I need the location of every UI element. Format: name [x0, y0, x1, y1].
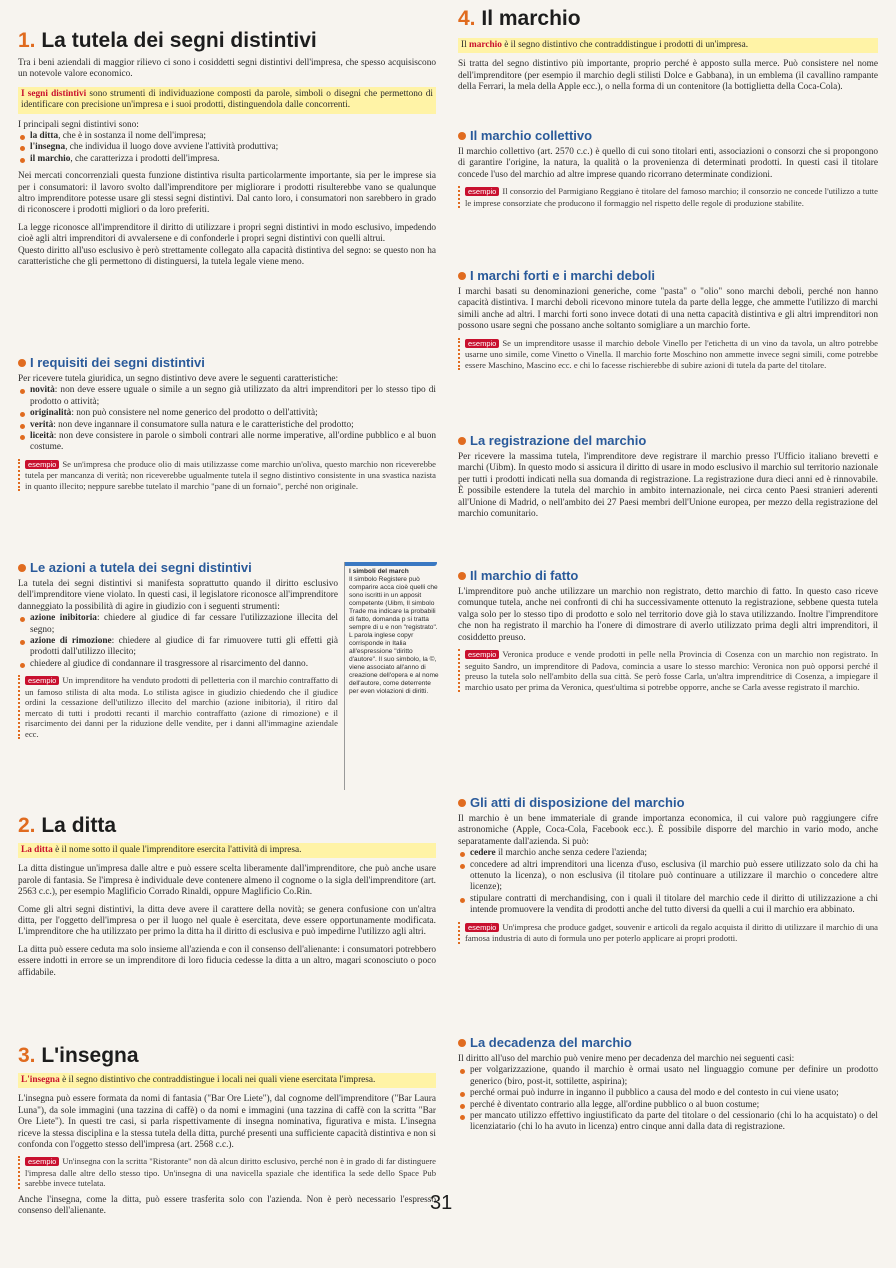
list-item: l'insegna, che individua il luogo dove avviene l'attività produttiva; [18, 142, 436, 153]
subsection-title: La decadenza del marchio [458, 1035, 878, 1050]
list-item: perché ormai può indurre in inganno il pubblico a causa del modo e del contesto in cui viene usato; [458, 1088, 878, 1099]
example-badge: esempio [25, 676, 59, 685]
definition-box: Il marchio è il segno distintivo che contraddistingue i prodotti di un'impresa. [458, 38, 878, 53]
bullet-dot-icon [458, 132, 466, 140]
section-atti [458, 795, 878, 944]
section-collettivo [458, 128, 878, 208]
bullet-dot-icon [458, 437, 466, 445]
paragraph: I marchi basati su denominazioni generiche, come "pasta" o "olio" sono marchi deboli, perché non hanno capacità distintiva. I marchi deboli ricevono minore tutela da parte della legge, che ammette l'utilizzo di marchi simili anche ad altri. I marchi forti sono invece dotati di una netta capacità distintiva e gli altri imprenditori non possono usare segni che possano anche soltanto somigliare a un marchio forte. [458, 287, 878, 332]
section-2 [18, 815, 436, 979]
list-item: cedere il marchio anche senza cedere l'azienda; [458, 848, 878, 859]
example-badge: esempio [465, 187, 499, 196]
example-badge: esempio [465, 339, 499, 348]
example-box: esempio Il consorzio del Parmigiano Reggiano è titolare del famoso marchio; il consorzio ne concede l'utilizzo a tutte le imprese consorziate che producono il formaggio nel rispetto delle regole di produzione stabilite. [458, 186, 878, 208]
list-item: azione di rimozione: chiedere al giudice di far rimuovere tutti gli effetti già prodotti dall'utilizzo illecito; [18, 636, 338, 659]
section-azioni [18, 560, 338, 739]
bullet-list [18, 385, 436, 453]
list-item: concedere ad altri imprenditori una licenza d'uso, esclusiva (il marchio può essere utilizzato solo da chi ha ottenuto la licenza), o non esclusiva (il titolare può continuare a utilizzare il marchio o concedere altre licenze); [458, 860, 878, 894]
section-forti-deboli [458, 268, 878, 370]
bullet-list [458, 848, 878, 916]
section-requisiti [18, 355, 436, 491]
subsection-title: La registrazione del marchio [458, 433, 878, 448]
paragraph: La ditta distingue un'impresa dalle altre e può essere scelta liberamente dall'imprenditore, che può anche usare parole di fantasia. Se l'impresa è individuale deve contenere almeno il cognome o la sigla dell'imprenditore (art. 2563 c.c.), per esempio Maglificio Corrado Rinaldi, oppure Maglificio Co.Rin. [18, 864, 436, 898]
section-title: 3. L'insegna [18, 1044, 139, 1067]
bullet-dot-icon [458, 1039, 466, 1047]
paragraph: Questo diritto all'uso esclusivo è però strettamente collegato alla capacità distintiva del segno: se questo non ha caratteristiche che gli permettono di distinguersi, la tutela legale viene meno. [18, 245, 436, 268]
list-item: la ditta, che è in sostanza il nome dell'impresa; [18, 131, 436, 142]
list-item: per mancato utilizzo effettivo ingiustificato da parte del titolare o del cessionario (chi lo ha acquistato) o del licenziatario (chi lo ha avuto in licenza) entro cinque anni dalla data di registrazione. [458, 1111, 878, 1134]
list-item: liceità: non deve consistere in parole o simboli contrari alle norme imperative, all'ordine pubblico e al buon costume. [18, 431, 436, 454]
section-4 [458, 8, 878, 94]
section-3 [18, 1045, 436, 1218]
definition-box: L'insegna è il segno distintivo che contraddistingue i locali nei quali viene esercitata l'impresa. [18, 1073, 436, 1088]
section-1 [18, 30, 436, 269]
bullet-dot-icon [458, 799, 466, 807]
bullet-dot-icon [458, 572, 466, 580]
subsection-title: Gli atti di disposizione del marchio [458, 795, 878, 810]
section-marchio-di-fatto [458, 568, 878, 692]
bullet-list [18, 613, 338, 670]
page-number: 31 [430, 1192, 453, 1214]
subsection-title: Il marchio di fatto [458, 568, 878, 583]
paragraph: Il diritto all'uso del marchio può venire meno per decadenza del marchio nei seguenti casi: [458, 1054, 795, 1064]
paragraph: Per ricevere la massima tutela, l'imprenditore deve registrare il marchio presso l'Ufficio italiano brevetti e marchi (Uibm). In questo modo si assicura il diritto di usare in modo esclusivo il marchio sul territorio nazionale per tutti i prodotti indicati nella sua domanda di registrazione. La registrazione dura dieci anni ed è rinnovabile. È possibile estendere la tutela del marchio in ambito internazionale, nei circa cento Paesi stranieri aderenti all'Unione di Madrid, o nell'ambito dei 27 Paesi membri dell'Unione europea, per mezzo della registrazione del marchio comunitario. [458, 452, 878, 520]
paragraph: Per ricevere tutela giuridica, un segno distintivo deve avere le seguenti caratteristiche: [18, 374, 339, 384]
list-intro: I principali segni distintivi sono: [18, 119, 139, 130]
list-item: perché è diventato contrario alla legge, all'ordine pubblico o al buon costume; [458, 1100, 878, 1111]
section-registrazione [458, 433, 878, 520]
list-item: chiedere al giudice di condannare il trasgressore al risarcimento del danno. [18, 659, 338, 670]
section-title: 4. Il marchio [458, 7, 581, 30]
example-box: esempio Se un imprenditore usasse il marchio debole Vinello per l'etichetta di un vino da tavola, un altro potrebbe usarne uno simile, come Vinetto o Vinella. Il marchio forte Moschino non ammette invece segni simili, come potrebbe essere Maschino, Mascino ecc. e chi lo facesse rischierebbe di subire azioni di tutela da parte del titolare. [458, 338, 878, 371]
example-badge: esempio [465, 923, 499, 932]
list-item: azione inibitoria: chiedere al giudice di far cessare l'utilizzazione illecita del segno; [18, 613, 338, 636]
sidebar-box-title: I simboli del march [349, 568, 409, 575]
section-title: 1. La tutela dei segni distintivi [18, 29, 317, 52]
definition-box: I segni distintivi sono strumenti di individuazione composti da parole, simboli o disegni che permettono di identificare con precisione un'impresa e i suoi prodotti, distinguendola dalle concorrenti. [18, 87, 436, 114]
paragraph: Nei mercati concorrenziali questa funzione distintiva risulta particolarmente importante, sia per le imprese sia per i consumatori: il lavoro svolto dall'imprenditore per migliorare i prodotti risulterebbe vano se qualunque altro imprenditore potesse usare gli stessi segni distintivi. Dal canto loro, i consumatori non sarebbero in grado di riconoscere i prodotti migliori o da loro preferiti. [18, 171, 436, 216]
sidebar-box-text: Il simbolo Registere può comparire acca cioè quelli che sono iscritti in un apposit competente (Uibm, Il simbolo Trade ma indicare la probabili di fatto, domanda p si tratta sempre di u e non "registrato". L parola inglese copyr corrisponde in Italia all'espressione "diritto d'autore". Il suo simbolo, la ©, viene associato all'anno di creazione dell'opera e al nome dell'autore, come deterrente per even violazioni di diritti. [349, 576, 439, 695]
bullet-list [458, 1065, 878, 1133]
subsection-title: I marchi forti e i marchi deboli [458, 268, 878, 283]
example-box: esempio Un'impresa che produce gadget, souvenir e articoli da regalo acquista il diritto di utilizzare il marchio di una famosa industria di auto di formula uno per poterlo applicare ai propri prodotti. [458, 922, 878, 944]
paragraph: Anche l'insegna, come la ditta, può essere trasferita solo con l'azienda. Non è però necessario l'espresso consenso dell'alienante. [18, 1194, 436, 1217]
paragraph: L'imprenditore può anche utilizzare un marchio non registrato, detto marchio di fatto. In questo caso riceve comunque tutela, anche nei confronti di chi ha successivamente ottenuto la registrazione, sebbene questa tutela valga solo per lo stesso tipo di prodotto e solo nel territorio dove già lo stava utilizzando. Inoltre l'imprenditore che non ha registrato il marchio ha l'onere di dimostrare di averlo utilizzato prima degli altri imprenditori, il cosiddetto preuso. [458, 587, 878, 643]
list-item: per volgarizzazione, quando il marchio è ormai usato nel linguaggio comune per definire un prodotto generico (biro, post-it, sottilette, aspirina); [458, 1065, 878, 1088]
example-box: esempio Un'insegna con la scritta "Ristorante" non dà alcun diritto esclusivo, perché non è in grado di far distinguere l'impresa dalle altre dello stesso tipo. Un'insegna di una navicella spaziale che identifica la sede dello Space Pub sarebbe invece tutelata. [18, 1156, 436, 1189]
paragraph: La legge riconosce all'imprenditore il diritto di utilizzare i propri segni distintivi in modo esclusivo, impedendo cioè agli altri imprenditori di avvalersene e di confonderle i propri segni distintivi con quelli altrui. [18, 222, 436, 245]
example-box: esempio Veronica produce e vende prodotti in pelle nella Provincia di Cosenza con un marchio non registrato. In seguito Sandro, un imprenditore di Padova, comincia a usare lo stesso marchio: Veronica non può opporsi perché il preuso la tutela solo nell'ambito della sua città. Se però fosse Carla, un'altra imprenditrice di Cosenza, a impiegare il marchio usato per prima da Veronica, quest'ultima si potrebbe opporre, anche se Carla avesse registrato il marchio. [458, 649, 878, 692]
subsection-title: Il marchio collettivo [458, 128, 878, 143]
sidebar-box-cap [344, 562, 437, 566]
subsection-title: I requisiti dei segni distintivi [18, 355, 436, 370]
paragraph: Il marchio collettivo (art. 2570 c.c.) è quello di cui sono titolari enti, associazioni o consorzi che si propongono di garantire l'origine, la natura, la qualità o la provenienza di determinati prodotti. In questi casi il titolare concede l'uso del marchio ad altre imprese quando ricorrano determinate condizioni. [458, 147, 878, 180]
paragraph: Si tratta del segno distintivo più importante, proprio perché è apposto sulla merce. Può consistere nel nome dell'imprenditore (per esempio il marchio degli stilisti Dolce e Gabbana), in un emblema (il cavallino rampante della Ferrari, la mela della Apple ecc.), o nella forma di un contenitore (la bottiglietta della Coca-Cola). [458, 59, 878, 93]
paragraph: Come gli altri segni distintivi, la ditta deve avere il carattere della novità; se genera confusione con un'altra ditta, per l'oggetto dell'impresa o per il luogo nel quale è esercitata, deve essere opportunamente modificata. L'imprenditore che ha utilizzato per primo la ditta ha il diritto di esclusiva e può impedirne l'utilizzo agli altri. [18, 904, 436, 938]
paragraph: Il marchio è un bene immateriale di grande importanza economica, il cui valore può raggiungere cifre astronomiche (Apple, Coca-Cola, Facebook ecc.). È possibile disporre del marchio in vario modo, anche separatamente dall'azienda. Si può: [458, 814, 878, 847]
bullet-dot-icon [18, 359, 26, 367]
bullet-list [18, 131, 436, 165]
list-item: verità: non deve ingannare il consumatore sulla natura e le caratteristiche del prodotto; [18, 420, 436, 431]
bullet-dot-icon [18, 564, 26, 572]
sidebar-box [344, 562, 441, 790]
list-item: il marchio, che caratterizza i prodotti dell'impresa. [18, 154, 436, 165]
bullet-dot-icon [458, 272, 466, 280]
paragraph: L'insegna può essere formata da nomi di fantasia ("Bar Ore Liete"), dal cognome dell'imprenditore ("Bar Laura Luna"), da sole immagini (una tazzina di caffè) o da nomi e immagini (una tazzina di caffè con la scritta "Bar Ore Liete"). In questi tre casi, si parla rispettivamente di insegna nominativa, figurativa e mista. L'insegna riceve la stessa disciplina e la stessa tutela della ditta, purché presenti una sufficiente capacità distintiva e non si confonda con l'oggetto stesso dell'impresa (art. 2568 c.c.). [18, 1094, 436, 1151]
example-badge: esempio [465, 650, 499, 659]
section-decadenza [458, 1035, 878, 1134]
subsection-title: Le azioni a tutela dei segni distintivi [18, 560, 338, 575]
example-badge: esempio [25, 1157, 59, 1166]
list-item: novità: non deve essere uguale o simile a un segno già utilizzato da altri imprenditori per lo stesso tipo di prodotto o attività; [18, 385, 436, 408]
example-badge: esempio [25, 460, 59, 469]
list-item: originalità: non può consistere nel nome generico del prodotto o dell'attività; [18, 408, 436, 419]
intro-paragraph: Tra i beni aziendali di maggior rilievo ci sono i cosiddetti segni distintivi dell'impresa, che spesso acquisiscono un notevole valore economico. [18, 58, 436, 80]
list-item: stipulare contratti di merchandising, con i quali il titolare del marchio cede il diritto di utilizzazione a chi intende promuovere la vendita di prodotti anche del tutto diversi da quelli a cui il marchio era abbinato. [458, 894, 878, 917]
section-title: 2. La ditta [18, 814, 117, 837]
paragraph: La ditta può essere ceduta ma solo insieme all'azienda e con il consenso dell'alienante: i consumatori potrebbero essere indotti in errore se un imprenditore di loro fiducia cedesse la ditta a un altro, magari sconosciuto o poco affidabile. [18, 944, 436, 978]
definition-box: La ditta è il nome sotto il quale l'imprenditore esercita l'attività di impresa. [18, 843, 436, 858]
example-box: esempio Se un'impresa che produce olio di mais utilizzasse come marchio un'oliva, questo marchio non riceverebbe tutela per mancanza di verità; non riceverebbe ugualmente tutela il segno distintivo consistente in una svastica nazista in quanto illecito; neppure sarebbe tutelato il marchio "pane di un fornaio", perché non originale. [18, 459, 436, 492]
example-box: esempio Un imprenditore ha venduto prodotti di pelletteria con il marchio contraffatto di un famoso stilista di alta moda. Lo stilista agisce in giudizio chiedendo che il giudice ordini la cessazione dell'utilizzo illecito del marchio (azione inibitoria), il ritiro dal mercato di tutti i prodotti recanti il marchio contraffatto (azione di rimozione) e il risarcimento dei danni per la riduzione delle vendite, per i danni all'immagine aziendale ecc. [18, 675, 338, 739]
paragraph: La tutela dei segni distintivi si manifesta soprattutto quando il diritto esclusivo dell'imprenditore viene violato. In questi casi, il legislatore riconosce all'imprenditore danneggiato la possibilità di agire in giudizio con i seguenti strumenti: [18, 579, 338, 612]
